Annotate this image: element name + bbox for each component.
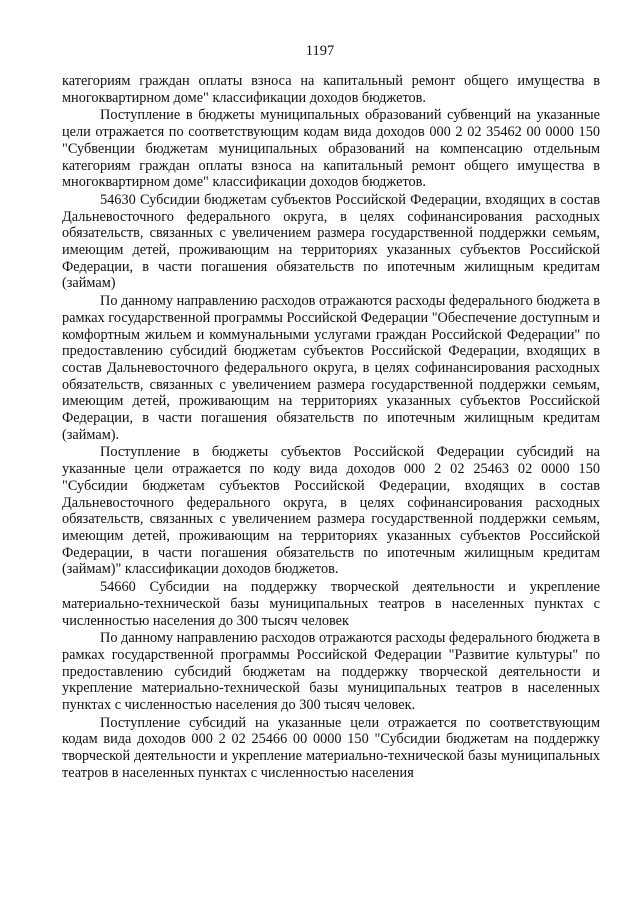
- document-body: [62, 73, 600, 783]
- page-number: 1197: [305, 43, 335, 59]
- paragraph: По данному направлению расходов отражаются расходы федерального бюджета в рамках государственной программы Российской Федерации "Обеспечение доступным и комфортным жильем и коммунальными услугами граждан Российской Федерации" по предоставлению субсидий бюджетам субъектов Российской Федерации, входящих в состав Дальневосточного федерального округа, в целях софинансирования расходных обязательств, связанных с увеличением размера государственной поддержки семьям, имеющим детей, проживающим на территориях указанных субъектов Российской Федерации, в части погашения обязательств по ипотечным жилищным кредитам (займам).: [62, 293, 600, 443]
- paragraph: категориям граждан оплаты взноса на капитальный ремонт общего имущества в многоквартирном доме" классификации доходов бюджетов.: [62, 73, 600, 106]
- paragraph: Поступление в бюджеты субъектов Российской Федерации субсидий на указанные цели отражается по коду вида доходов 000 2 02 25463 02 0000 150 "Субсидии бюджетам субъектов Российской Федерации, входящих в состав Дальневосточного федерального округа, в целях софинансирования расходных обязательств, связанных с увеличением размера государственной поддержки семьям, имеющим детей, проживающим на территориях указанных субъектов Российской Федерации, в части погашения обязательств по ипотечным жилищным кредитам (займам)" классификации доходов бюджетов.: [62, 444, 600, 578]
- paragraph: По данному направлению расходов отражаются расходы федерального бюджета в рамках государственной программы Российской Федерации "Развитие культуры" по предоставлению субсидий бюджетам на поддержку творческой деятельности и укрепление материально-технической базы муниципальных театров в населенных пунктах с численностью населения до 300 тысяч человек.: [62, 630, 600, 714]
- paragraph: Поступление субсидий на указанные цели отражается по соответствующим кодам вида доходов 000 2 02 25466 00 0000 150 "Субсидии бюджетам на поддержку творческой деятельности и укрепление материально-технической базы муниципальных театров в населенных пунктах с численностью населения: [62, 714, 600, 781]
- paragraph: 54630 Субсидии бюджетам субъектов Российской Федерации, входящих в состав Дальневосточного федерального округа, в целях софинансирования расходных обязательств, связанных с увеличением размера государственной поддержки семьям, имеющим детей, проживающим на территориях указанных субъектов Российской Федерации, в части погашения обязательств по ипотечным жилищным кредитам (займам): [62, 191, 600, 292]
- paragraph: 54660 Субсидии на поддержку творческой деятельности и укрепление материально-технической базы муниципальных театров в населенных пунктах с численностью населения до 300 тысяч человек: [62, 579, 600, 629]
- paragraph: Поступление в бюджеты муниципальных образований субвенций на указанные цели отражается по соответствующим кодам вида доходов 000 2 02 35462 00 0000 150 "Субвенции бюджетам муниципальных образований на компенсацию отдельным категориям граждан оплаты взноса на капитальный ремонт общего имущества в многоквартирном доме" классификации доходов бюджетов.: [62, 107, 600, 191]
